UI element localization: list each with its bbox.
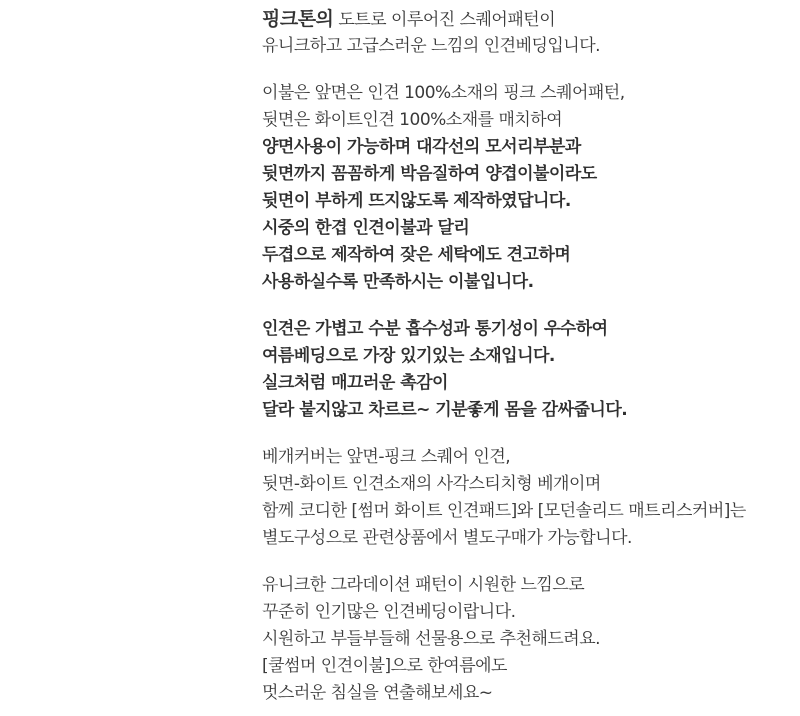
- section3-line: 별도구성으로 관련상품에서 별도구매가 가능합니다.: [262, 528, 632, 548]
- section2-line: 인견은 가볍고 수분 흡수성과 통기성이 우수하여: [262, 319, 608, 339]
- section1-line: 뒷면은 화이트인견 100%소재를 매치하여: [262, 110, 563, 130]
- brand-tone-text: 핑크톤의: [262, 8, 334, 30]
- section1-line: 사용하실수록 만족하시는 이불입니다.: [262, 272, 534, 292]
- section1-line: 뒷면이 부하게 뜨지않도록 제작하였답니다.: [262, 191, 571, 211]
- intro-line-1: [262, 6, 792, 33]
- section-fabric-description: [262, 316, 792, 424]
- section2-line: 실크처럼 매끄러운 촉감이: [262, 373, 448, 393]
- section3-line: 베개커버는 앞면-핑크 스퀘어 인견,: [262, 447, 511, 467]
- paragraph-gap: [262, 424, 792, 444]
- section4-line: 시원하고 부들부들해 선물용으로 추천해드려요.: [262, 629, 601, 649]
- section-pillow-description: [262, 444, 792, 552]
- section1-line: 이불은 앞면은 인견 100%소재의 핑크 스퀘어패턴,: [262, 83, 625, 103]
- section4-line: 멋스러운 침실을 연출해보세요~: [262, 683, 493, 703]
- intro-line-1-text: 도트로 이루어진 스퀘어패턴이: [333, 10, 556, 30]
- intro-line-2: 유니크하고 고급스러운 느낌의 인견베딩입니다.: [262, 36, 601, 56]
- paragraph-gap: [262, 60, 792, 80]
- section2-line: 달라 붙지않고 차르르~ 기분좋게 몸을 감싸줍니다.: [262, 400, 628, 420]
- section3-line: 뒷면-화이트 인견소재의 사각스티치형 베개이며: [262, 474, 601, 494]
- section1-line: 뒷면까지 꼼꼼하게 박음질하여 양겹이불이라도: [262, 164, 597, 184]
- section-blanket-description: [262, 80, 792, 296]
- section4-line: 꾸준히 인기많은 인견베딩이랍니다.: [262, 602, 516, 622]
- section1-line: 양면사용이 가능하며 대각선의 모서리부분과: [262, 137, 581, 157]
- section2-line: 여름베딩으로 가장 있기있는 소재입니다.: [262, 346, 555, 366]
- product-description: [262, 6, 792, 707]
- paragraph-gap: [262, 296, 792, 316]
- section-closing: [262, 572, 792, 707]
- section3-line: 함께 코디한 [썸머 화이트 인견패드]와 [모던솔리드 매트리스커버]는: [262, 501, 746, 521]
- section1-line: 두겹으로 제작하여 잦은 세탁에도 견고하며: [262, 245, 571, 265]
- section4-line: [쿨썸머 인견이불]으로 한여름에도: [262, 656, 507, 676]
- section4-line: 유니크한 그라데이션 패턴이 시원한 느낌으로: [262, 575, 585, 595]
- section1-line: 시중의 한겹 인견이불과 달리: [262, 218, 470, 238]
- paragraph-gap: [262, 552, 792, 572]
